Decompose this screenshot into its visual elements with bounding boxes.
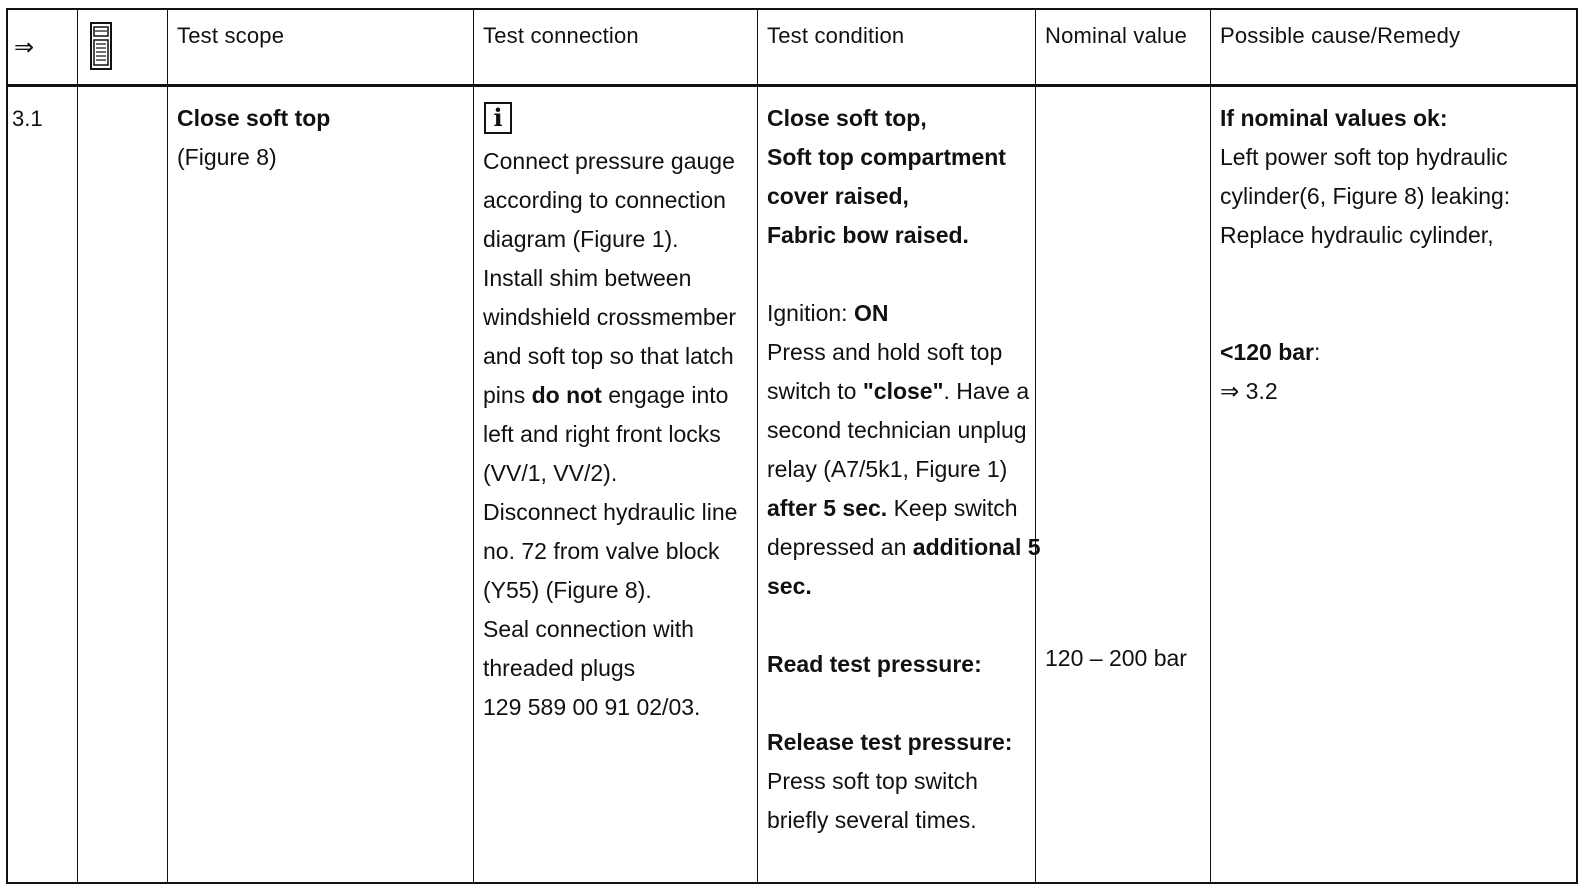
condition-line <box>767 528 1041 567</box>
condition-line: Press and hold soft top <box>767 339 1003 365</box>
remedy-line <box>1220 333 1576 372</box>
remedy-line: Left power soft top hydraulic <box>1220 144 1508 170</box>
scope-title: Close soft top <box>177 105 331 131</box>
condition-line <box>767 489 1035 528</box>
condition-line: Close soft top, <box>767 105 927 131</box>
connection-line: and soft top so that latch <box>483 343 734 369</box>
remedy-line: Replace hydraulic cylinder, <box>1220 222 1494 248</box>
connection-line: Install shim between <box>483 265 692 291</box>
header-possible-cause: Possible cause/Remedy <box>1220 23 1461 48</box>
connection-text: pins <box>483 382 532 408</box>
condition-line: Soft top compartment <box>767 144 1006 170</box>
connection-line: diagram (Figure 1). <box>483 226 679 252</box>
header-arrow: ⇒ <box>8 10 78 84</box>
connection-line: threaded plugs <box>483 655 636 681</box>
connection-line: Disconnect hydraulic line <box>483 499 738 525</box>
possible-cause-cell <box>1211 87 1576 882</box>
connection-line <box>483 376 757 415</box>
condition-text: switch to <box>767 378 863 404</box>
condition-text: . Have a <box>943 378 1030 404</box>
condition-line: Press soft top switch <box>767 768 978 794</box>
info-icon: i <box>484 102 512 134</box>
table-row <box>8 87 1576 882</box>
condition-text: Ignition: <box>767 300 854 326</box>
condition-line: sec. <box>767 573 812 599</box>
condition-text: depressed an <box>767 534 913 560</box>
connection-line: Connect pressure gauge <box>483 148 735 174</box>
step-number: 3.1 <box>8 87 78 882</box>
remedy-line: cylinder(6, Figure 8) leaking: <box>1220 183 1511 209</box>
test-condition-cell <box>758 87 1041 882</box>
spacer <box>767 684 1035 723</box>
test-connection-cell <box>474 87 758 882</box>
connection-line: (VV/1, VV/2). <box>483 460 618 486</box>
header-test-scope: Test scope <box>168 10 474 84</box>
read-test-pressure: Read test pressure: <box>767 651 982 677</box>
spacer <box>1220 255 1576 294</box>
spacer <box>767 606 1035 645</box>
condition-emphasis: ON <box>853 300 889 326</box>
test-table <box>6 8 1578 884</box>
connection-line: according to connection <box>483 187 726 213</box>
condition-line: Fabric bow raised. <box>767 222 969 248</box>
connection-emphasis: do not <box>531 382 602 408</box>
condition-line: cover raised, <box>767 183 909 209</box>
empty-cell <box>78 87 168 882</box>
test-scope-cell <box>168 87 474 882</box>
header-test-connection: Test connection <box>474 10 758 84</box>
condition-emphasis: "close" <box>862 378 944 404</box>
nominal-value-cell <box>1036 87 1211 882</box>
connection-line: no. 72 from valve block <box>483 538 720 564</box>
condition-line: second technician unplug <box>767 417 1027 443</box>
connection-text: engage into <box>601 382 729 408</box>
condition-line: relay (A7/5k1, Figure 1) <box>767 456 1008 482</box>
remedy-heading: If nominal values ok: <box>1220 105 1448 131</box>
header-nominal-value: Nominal value <box>1036 10 1211 84</box>
nominal-value: 120 – 200 bar <box>1045 645 1187 671</box>
connection-line: windshield crossmember <box>483 304 737 330</box>
remedy-text: : <box>1314 339 1321 365</box>
condition-line <box>767 294 1035 333</box>
header-test-condition: Test condition <box>758 10 1036 84</box>
condition-line <box>767 372 1035 411</box>
scope-figure: (Figure 8) <box>177 144 277 170</box>
connection-line: (Y55) (Figure 8). <box>483 577 652 603</box>
spacer <box>767 255 1035 294</box>
condition-emphasis: additional 5 <box>912 534 1041 560</box>
connection-line: left and right front locks <box>483 421 721 447</box>
next-step-link: ⇒ 3.2 <box>1220 378 1278 404</box>
manual-book-icon <box>90 22 112 70</box>
connection-line: Seal connection with <box>483 616 694 642</box>
condition-line: briefly several times. <box>767 807 977 833</box>
release-test-pressure: Release test pressure: <box>767 729 1013 755</box>
header-manual-cell <box>78 10 168 84</box>
spacer <box>1220 294 1576 333</box>
connection-line: 129 589 00 91 02/03. <box>483 694 701 720</box>
condition-emphasis: after 5 sec. <box>767 495 888 521</box>
remedy-emphasis: <120 bar <box>1220 339 1314 365</box>
condition-text: Keep switch <box>887 495 1018 521</box>
table-header-row <box>8 10 1576 87</box>
